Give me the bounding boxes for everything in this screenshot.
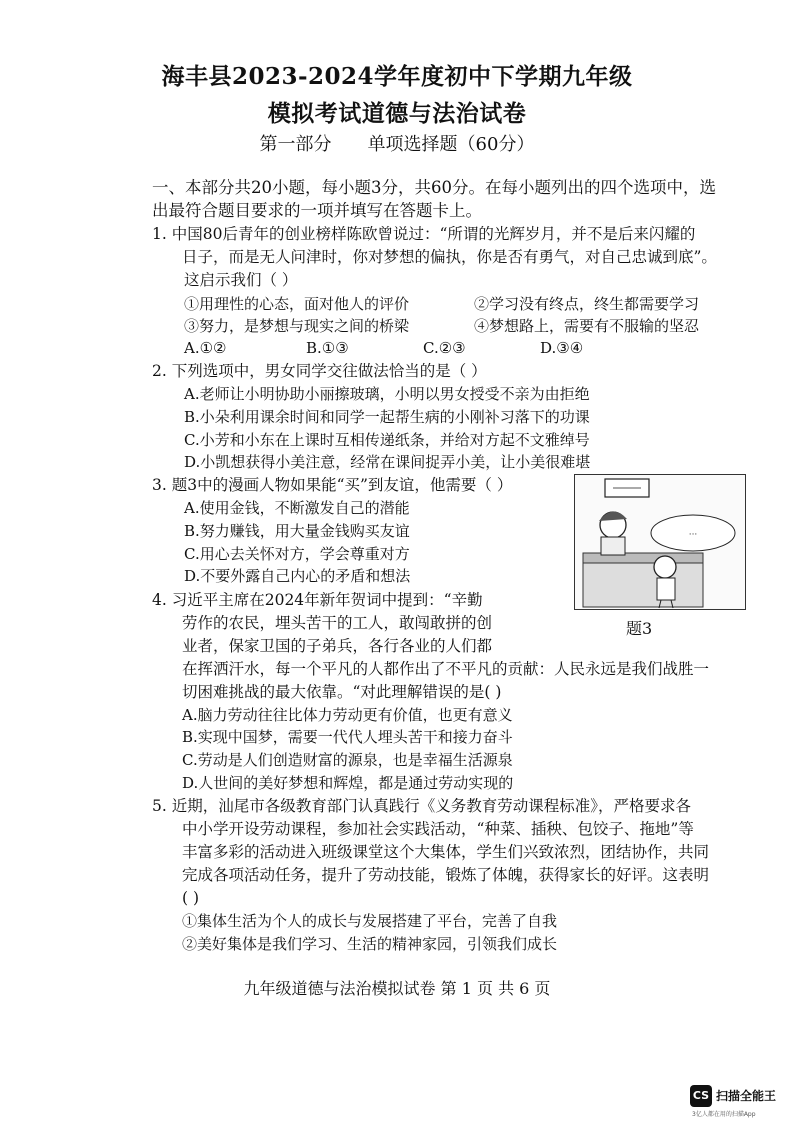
q1-statement-3: ③努力，是梦想与现实之间的桥梁 xyxy=(184,317,410,335)
q4-line1: 4. 习近平主席在2024年新年贺词中提到：“辛勤 xyxy=(152,591,483,609)
section-part: 第一部分 xyxy=(259,134,332,155)
scanner-logo-icon: CS xyxy=(690,1085,712,1107)
q5-line5: ( ) xyxy=(182,889,200,907)
q4-option-c: C.劳动是人们创造财富的源泉，也是幸福生活源泉 xyxy=(182,751,513,769)
q3-option-c: C.用心去关怀对方，学会尊重对方 xyxy=(184,545,410,563)
q5-statement-2: ②美好集体是我们学习、生活的精神家园，引领我们成长 xyxy=(182,935,558,953)
q4-line5: 切困难挑战的最大依靠。“对此理解错误的是( ) xyxy=(182,683,502,701)
q5-line4: 完成各项活动任务，提升了劳动技能，锻炼了体魄，获得家长的好评。这表明 xyxy=(182,866,710,884)
q1-line2: 日子，而是无人问津时，你对梦想的偏执，你是否有勇气，对自己忠诚到底”。 xyxy=(182,248,717,266)
q3-stem: 3. 题3中的漫画人物如果能“买”到友谊，他需要（ ） xyxy=(152,476,513,494)
scanner-app-name: 扫描全能王 xyxy=(716,1089,777,1103)
q1-line3: 这启示我们（ ） xyxy=(184,271,298,289)
cartoon-illustration xyxy=(575,475,745,609)
q4-option-a: A.脑力劳动往往比体力劳动更有价值，也更有意义 xyxy=(182,706,513,724)
q4-line2: 劳作的农民，埋头苦干的工人，敢闯敢拼的创 xyxy=(182,614,493,632)
q3-cartoon xyxy=(574,474,746,610)
q3-option-d: D.不要外露自己内心的矛盾和想法 xyxy=(184,567,411,585)
section-name: 单项选择题（60分） xyxy=(367,134,535,155)
exam-title-line1: 海丰县2023-2024学年度初中下学期九年级 xyxy=(161,63,633,90)
q3-option-a: A.使用金钱，不断激发自己的潜能 xyxy=(184,499,410,517)
svg-text:···: ··· xyxy=(688,530,698,540)
q1-statement-4: ④梦想路上，需要有不服输的坚忍 xyxy=(474,317,700,335)
section-heading xyxy=(0,130,794,156)
scanner-watermark xyxy=(690,1085,782,1118)
q5-line3: 丰富多彩的活动进入班级课堂这个大集体，学生们兴致浓烈，团结协作，共同 xyxy=(182,843,710,861)
instructions-line1: 一、本部分共20小题，每小题3分，共60分。在每小题列出的四个选项中，选 xyxy=(152,178,716,197)
q1-option-b: B.①③ xyxy=(306,339,349,357)
q1-option-d: D.③④ xyxy=(540,339,584,357)
scanner-tagline: 3亿人都在用的扫描App xyxy=(692,1111,756,1118)
q1-option-c: C.②③ xyxy=(423,339,466,357)
q4-option-b: B.实现中国梦，需要一代代人埋头苦干和接力奋斗 xyxy=(182,728,513,746)
q4-line4: 在挥洒汗水，每一个平凡的人都作出了不平凡的贡献：人民永远是我们战胜一 xyxy=(182,660,710,678)
q5-line2: 中小学开设劳动课程，参加社会实践活动，“种菜、插秧、包饺子、拖地”等 xyxy=(182,820,694,838)
q5-statement-1: ①集体生活为个人的成长与发展搭建了平台，完善了自我 xyxy=(182,912,558,930)
q2-option-d: D.小凯想获得小美注意，经常在课间捉弄小美，让小美很难堪 xyxy=(184,453,591,471)
exam-title-line2: 模拟考试道德与法治试卷 xyxy=(267,100,527,127)
q1-option-a: A.①② xyxy=(184,339,227,357)
q4-option-d: D.人世间的美好梦想和辉煌，都是通过劳动实现的 xyxy=(182,774,514,792)
q2-option-b: B.小朵利用课余时间和同学一起帮生病的小刚补习落下的功课 xyxy=(184,408,590,426)
q2-option-c: C.小芳和小东在上课时互相传递纸条，并给对方起不文雅绰号 xyxy=(184,431,590,449)
q3-option-b: B.努力赚钱，用大量金钱购买友谊 xyxy=(184,522,410,540)
q4-line3: 业者，保家卫国的子弟兵，各行各业的人们都 xyxy=(182,637,493,655)
q5-line1: 5. 近期，汕尾市各级教育部门认真践行《义务教育劳动课程标准》，严格要求各 xyxy=(152,797,691,815)
page-footer: 九年级道德与法治模拟试卷 第 1 页 共 6 页 xyxy=(243,979,551,998)
instructions-line2: 出最符合题目要求的一项并填写在答题卡上。 xyxy=(152,201,482,220)
q3-figure-caption: 题3 xyxy=(626,619,653,638)
q1-line1: 1. 中国80后青年的创业榜样陈欧曾说过：“所谓的光辉岁月，并不是后来闪耀的 xyxy=(152,225,696,243)
q1-statement-1: ①用理性的心态，面对他人的评价 xyxy=(184,295,410,313)
q2-stem: 2. 下列选项中，男女同学交往做法恰当的是（ ） xyxy=(152,362,487,380)
q2-option-a: A.老师让小明协助小丽擦玻璃，小明以男女授受不亲为由拒绝 xyxy=(184,385,590,403)
q1-statement-2: ②学习没有终点，终生都需要学习 xyxy=(474,295,700,313)
